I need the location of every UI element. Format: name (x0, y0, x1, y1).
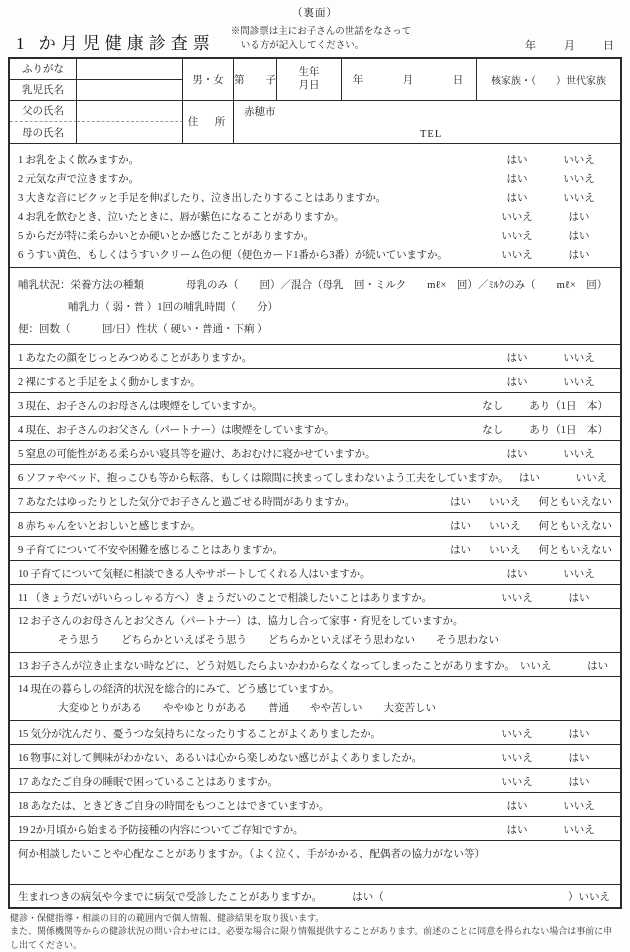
answer-option: はい (568, 592, 590, 604)
answer-option: いいえ (501, 592, 533, 604)
answer-options (450, 494, 620, 509)
answer-options (450, 518, 620, 533)
address-label: 住 所 (183, 101, 234, 143)
answer-option: はい (518, 472, 540, 484)
answer-option: はい (506, 192, 528, 204)
answer-option: はい (568, 249, 590, 261)
question-row (10, 245, 620, 264)
answer-options (500, 209, 620, 224)
question-text: 5 窒息の可能性がある柔らかい寝具等を避け、あおむけに寝かせていますか。 (18, 448, 376, 460)
answer-option: はい (587, 660, 609, 672)
disease-no-option: ）いいえ (568, 892, 610, 904)
furigana-field (77, 59, 183, 80)
question-row (10, 587, 620, 609)
answer-options (512, 470, 630, 485)
question-row (10, 491, 620, 513)
address-field (234, 101, 620, 143)
answer-options (500, 247, 620, 262)
question-text: 2 元気な声で泣きますか。 (18, 173, 139, 185)
consultation-box (10, 843, 620, 885)
question-text: 6 ソファやベッド、抱っこひも等から転落、もしくは隙間に挟まってしまわないよう工夫をしていますか。 (18, 472, 509, 484)
answer-option: はい (506, 448, 528, 460)
answer-option: いいえ (563, 824, 595, 836)
form-header (8, 26, 622, 54)
answer-option: いいえ (501, 752, 533, 764)
answer-option: はい (506, 376, 528, 388)
questionnaire-table (8, 57, 622, 909)
question-row (10, 371, 620, 393)
question-row (10, 395, 620, 417)
father-name-field (77, 101, 183, 122)
fill-date-field: 年 月 日 (525, 39, 616, 52)
question-text: 4 現在、お子さんのお父さん（パートナー）は喫煙をしていますか。 (18, 424, 335, 436)
answer-option: いいえ (563, 173, 595, 185)
question-text: 9 子育てについて不安や困難を感じることはありますか。 (18, 544, 283, 556)
question-text: 3 現在、お子さんのお母さんは喫煙をしていますか。 (18, 400, 263, 412)
question-row (10, 150, 620, 169)
question-text: 13 お子さんが泣き止まない時などに、どう対処したらよいかわからなくなってしまったことがありますか。 (18, 660, 515, 672)
question-row (10, 515, 620, 537)
answer-options (500, 798, 620, 813)
question-text: 6 うすい黄色、もしくはうすいクリーム色の便（便色カード1番から3番）が続いていますか。 (18, 249, 448, 261)
question-row (10, 771, 620, 793)
congenital-disease-row (10, 887, 620, 907)
question-row (10, 655, 620, 677)
stool-line: 便：回数（ 回/日）性状（ 硬い・普通・下痢 ） (18, 324, 268, 336)
answer-option: はい (450, 544, 471, 556)
answer-options (500, 374, 620, 389)
answer-option: あり（1日 本） (529, 424, 608, 436)
question-text: 18 あなたは、ときどきご自身の時間をもつことはできていますか。 (18, 800, 330, 812)
consultation-question: 何か相談したいことや心配なことがありますか。（よく泣く、手がかかる、配偶者の協力がない等） (18, 848, 486, 860)
header-note-line2: いる方が記入してください。 (240, 40, 365, 51)
address-city-text: 赤穂市 (244, 106, 276, 118)
answer-options (500, 750, 620, 765)
answer-options-line: 大変ゆとりがある ややゆとりがある 普通 やや苦しい 大変苦しい (58, 702, 436, 714)
question-text: 12 お子さんのお母さんとお父さん（パートナー）は、協力し合って家事・育児をしていますか。 (18, 615, 464, 627)
question-row (10, 679, 620, 721)
page-side-label: （裏面） (292, 8, 338, 19)
answer-option: いいえ (489, 544, 521, 556)
question-row (10, 226, 620, 245)
feeding-status-block (10, 270, 620, 345)
family-type-field: 核家族・（ ）世代家族 (477, 59, 620, 101)
birth-order-field: 第 子 (234, 59, 277, 101)
answer-options (482, 398, 620, 413)
answer-option: はい (568, 776, 590, 788)
question-row (10, 539, 620, 561)
section-a-questions (10, 146, 620, 268)
question-text: 4 お乳を飲むとき、泣いたときに、唇が紫色になることがありますか。 (18, 211, 345, 223)
answer-options (500, 590, 620, 605)
answer-options (500, 190, 620, 205)
answer-option: いいえ (489, 520, 521, 532)
question-text: 5 からだが特に柔らかいとか硬いとか感じたことがありますか。 (18, 230, 314, 242)
answer-options (519, 658, 630, 673)
question-text: 7 あなたはゆったりとした気分でお子さんと過ごせる時間がありますか。 (18, 496, 355, 508)
answer-option: いいえ (563, 568, 595, 580)
question-text: 19 2か月頃から始まる予防接種の内容についてご存知ですか。 (18, 824, 304, 836)
answer-options (500, 152, 620, 167)
question-text: 2 裸にすると手足をよく動かしますか。 (18, 376, 201, 388)
header-note-line1: ※問診票は主にお子さんの世話をなさって (230, 27, 412, 37)
question-row (10, 207, 620, 226)
answer-option: はい (506, 800, 528, 812)
birthdate-field: 年 月 日 (342, 59, 477, 101)
question-text: 8 赤ちゃんをいとおしいと感じますか。 (18, 520, 201, 532)
question-row (10, 443, 620, 465)
answer-options (500, 446, 620, 461)
answer-options (500, 822, 620, 837)
answer-option: 何ともいえない (538, 520, 612, 532)
mother-name-label: 母の氏名 (10, 122, 77, 143)
question-row (10, 188, 620, 207)
answer-options (500, 171, 620, 186)
answer-option: いいえ (563, 448, 595, 460)
answer-options (482, 422, 620, 437)
answer-option: 何ともいえない (538, 496, 612, 508)
question-row (10, 169, 620, 188)
answer-option: なし (482, 400, 504, 412)
answer-option: いいえ (501, 211, 533, 223)
question-row (10, 747, 620, 769)
answer-option: いいえ (501, 230, 533, 242)
answer-option: はい (568, 230, 590, 242)
answer-option: いいえ (501, 249, 533, 261)
question-text: 15 気分が沈んだり、憂うつな気持ちになったりすることがよくありましたか。 (18, 728, 381, 740)
answer-option: いいえ (563, 192, 595, 204)
question-row (10, 419, 620, 441)
answer-option: はい (450, 520, 471, 532)
question-row (10, 347, 620, 369)
question-text: 11 （きょうだいがいらっしゃる方へ）きょうだいのことで相談したいことはありますか。 (18, 592, 432, 604)
question-row (10, 563, 620, 585)
section-b-questions (10, 347, 620, 841)
disease-yes-option: はい（ (352, 892, 384, 904)
identity-header-table (10, 59, 620, 144)
answer-option: いいえ (563, 800, 595, 812)
infant-name-field (77, 80, 183, 101)
answer-option: なし (482, 424, 504, 436)
privacy-notes (10, 912, 620, 952)
mother-name-field (77, 122, 183, 143)
question-text: 16 物事に対して興味がわかない、あるいは心から楽しめない感じがよくありましたか。 (18, 752, 422, 764)
furigana-label: ふりがな (10, 59, 77, 80)
answer-option: いいえ (501, 728, 533, 740)
answer-options (500, 228, 620, 243)
answer-option: はい (506, 352, 528, 364)
answer-option: はい (450, 496, 471, 508)
father-name-label: 父の氏名 (10, 101, 77, 122)
question-row (10, 795, 620, 817)
feeding-line-2: 哺乳力（ 弱・普 ）1回の哺乳時間（ 分） (68, 302, 278, 314)
question-text: 3 大きな音にビクッと手足を伸ばしたり、泣き出したりすることはありますか。 (18, 192, 386, 204)
infant-name-label: 乳児氏名 (10, 80, 77, 101)
disease-question-text: 生まれつきの病気や今までに病気で受診したことがありますか。 (18, 892, 323, 904)
answer-option: いいえ (563, 352, 595, 364)
question-text: 1 お乳をよく飲みますか。 (18, 154, 139, 166)
privacy-note-line1: 健診・保健指導・相談の目的の範囲内で個人情報、健診結果を取り扱います。 (10, 912, 325, 923)
birthdate-label: 生年月日 (277, 59, 342, 101)
form-title: 1 か月児健康診査票 (16, 33, 215, 53)
feeding-line-1: 哺乳状況：栄養方法の種類 母乳のみ（ 回）／混合（母乳 回・ミルク mℓ× 回）／ﾐﾙｸのみ（ mℓ× 回） (18, 280, 608, 292)
question-text: 10 子育てについて気軽に相談できる人やサポートしてくれる人はいますか。 (18, 568, 371, 580)
privacy-note-line2: また、関係機関等からの健診状況の問い合わせには、必要な場合に限り情報提供することがあります。前述のことに同意を得られない場合は事前に申し出てください。 (10, 926, 613, 950)
answer-option: いいえ (489, 496, 521, 508)
sex-field: 男・女 (183, 59, 234, 101)
answer-options (500, 774, 620, 789)
tel-label: TEL (420, 128, 443, 140)
answer-option: いいえ (519, 660, 552, 672)
answer-option: いいえ (575, 472, 608, 484)
answer-option: はい (568, 728, 590, 740)
question-text: 1 あなたの顔をじっとみつめることがありますか。 (18, 352, 252, 364)
answer-option: あり（1日 本） (529, 400, 608, 412)
answer-option: はい (568, 752, 590, 764)
header-note (231, 26, 525, 54)
answer-option: いいえ (563, 154, 595, 166)
answer-option: はい (506, 154, 528, 166)
answer-option: はい (506, 568, 528, 580)
answer-option: 何ともいえない (538, 544, 612, 556)
answer-option: はい (506, 173, 528, 185)
answer-options (500, 350, 620, 365)
answer-option: はい (568, 211, 590, 223)
answer-option: はい (506, 824, 528, 836)
question-row (10, 467, 620, 489)
answer-options (500, 726, 620, 741)
question-text: 17 あなたご自身の睡眠で困っていることはありますか。 (18, 776, 278, 788)
answer-option: いいえ (563, 376, 595, 388)
question-text: 14 現在の暮らしの経済的状況を総合的にみて、どう感じていますか。 (18, 683, 340, 695)
answer-options-line: そう思う どちらかといえばそう思う どちらかといえばそう思わない そう思わない (58, 634, 499, 646)
answer-options (450, 542, 620, 557)
question-row (10, 723, 620, 745)
answer-options (500, 566, 620, 581)
question-row (10, 819, 620, 841)
answer-option: いいえ (501, 776, 533, 788)
question-row (10, 611, 620, 653)
